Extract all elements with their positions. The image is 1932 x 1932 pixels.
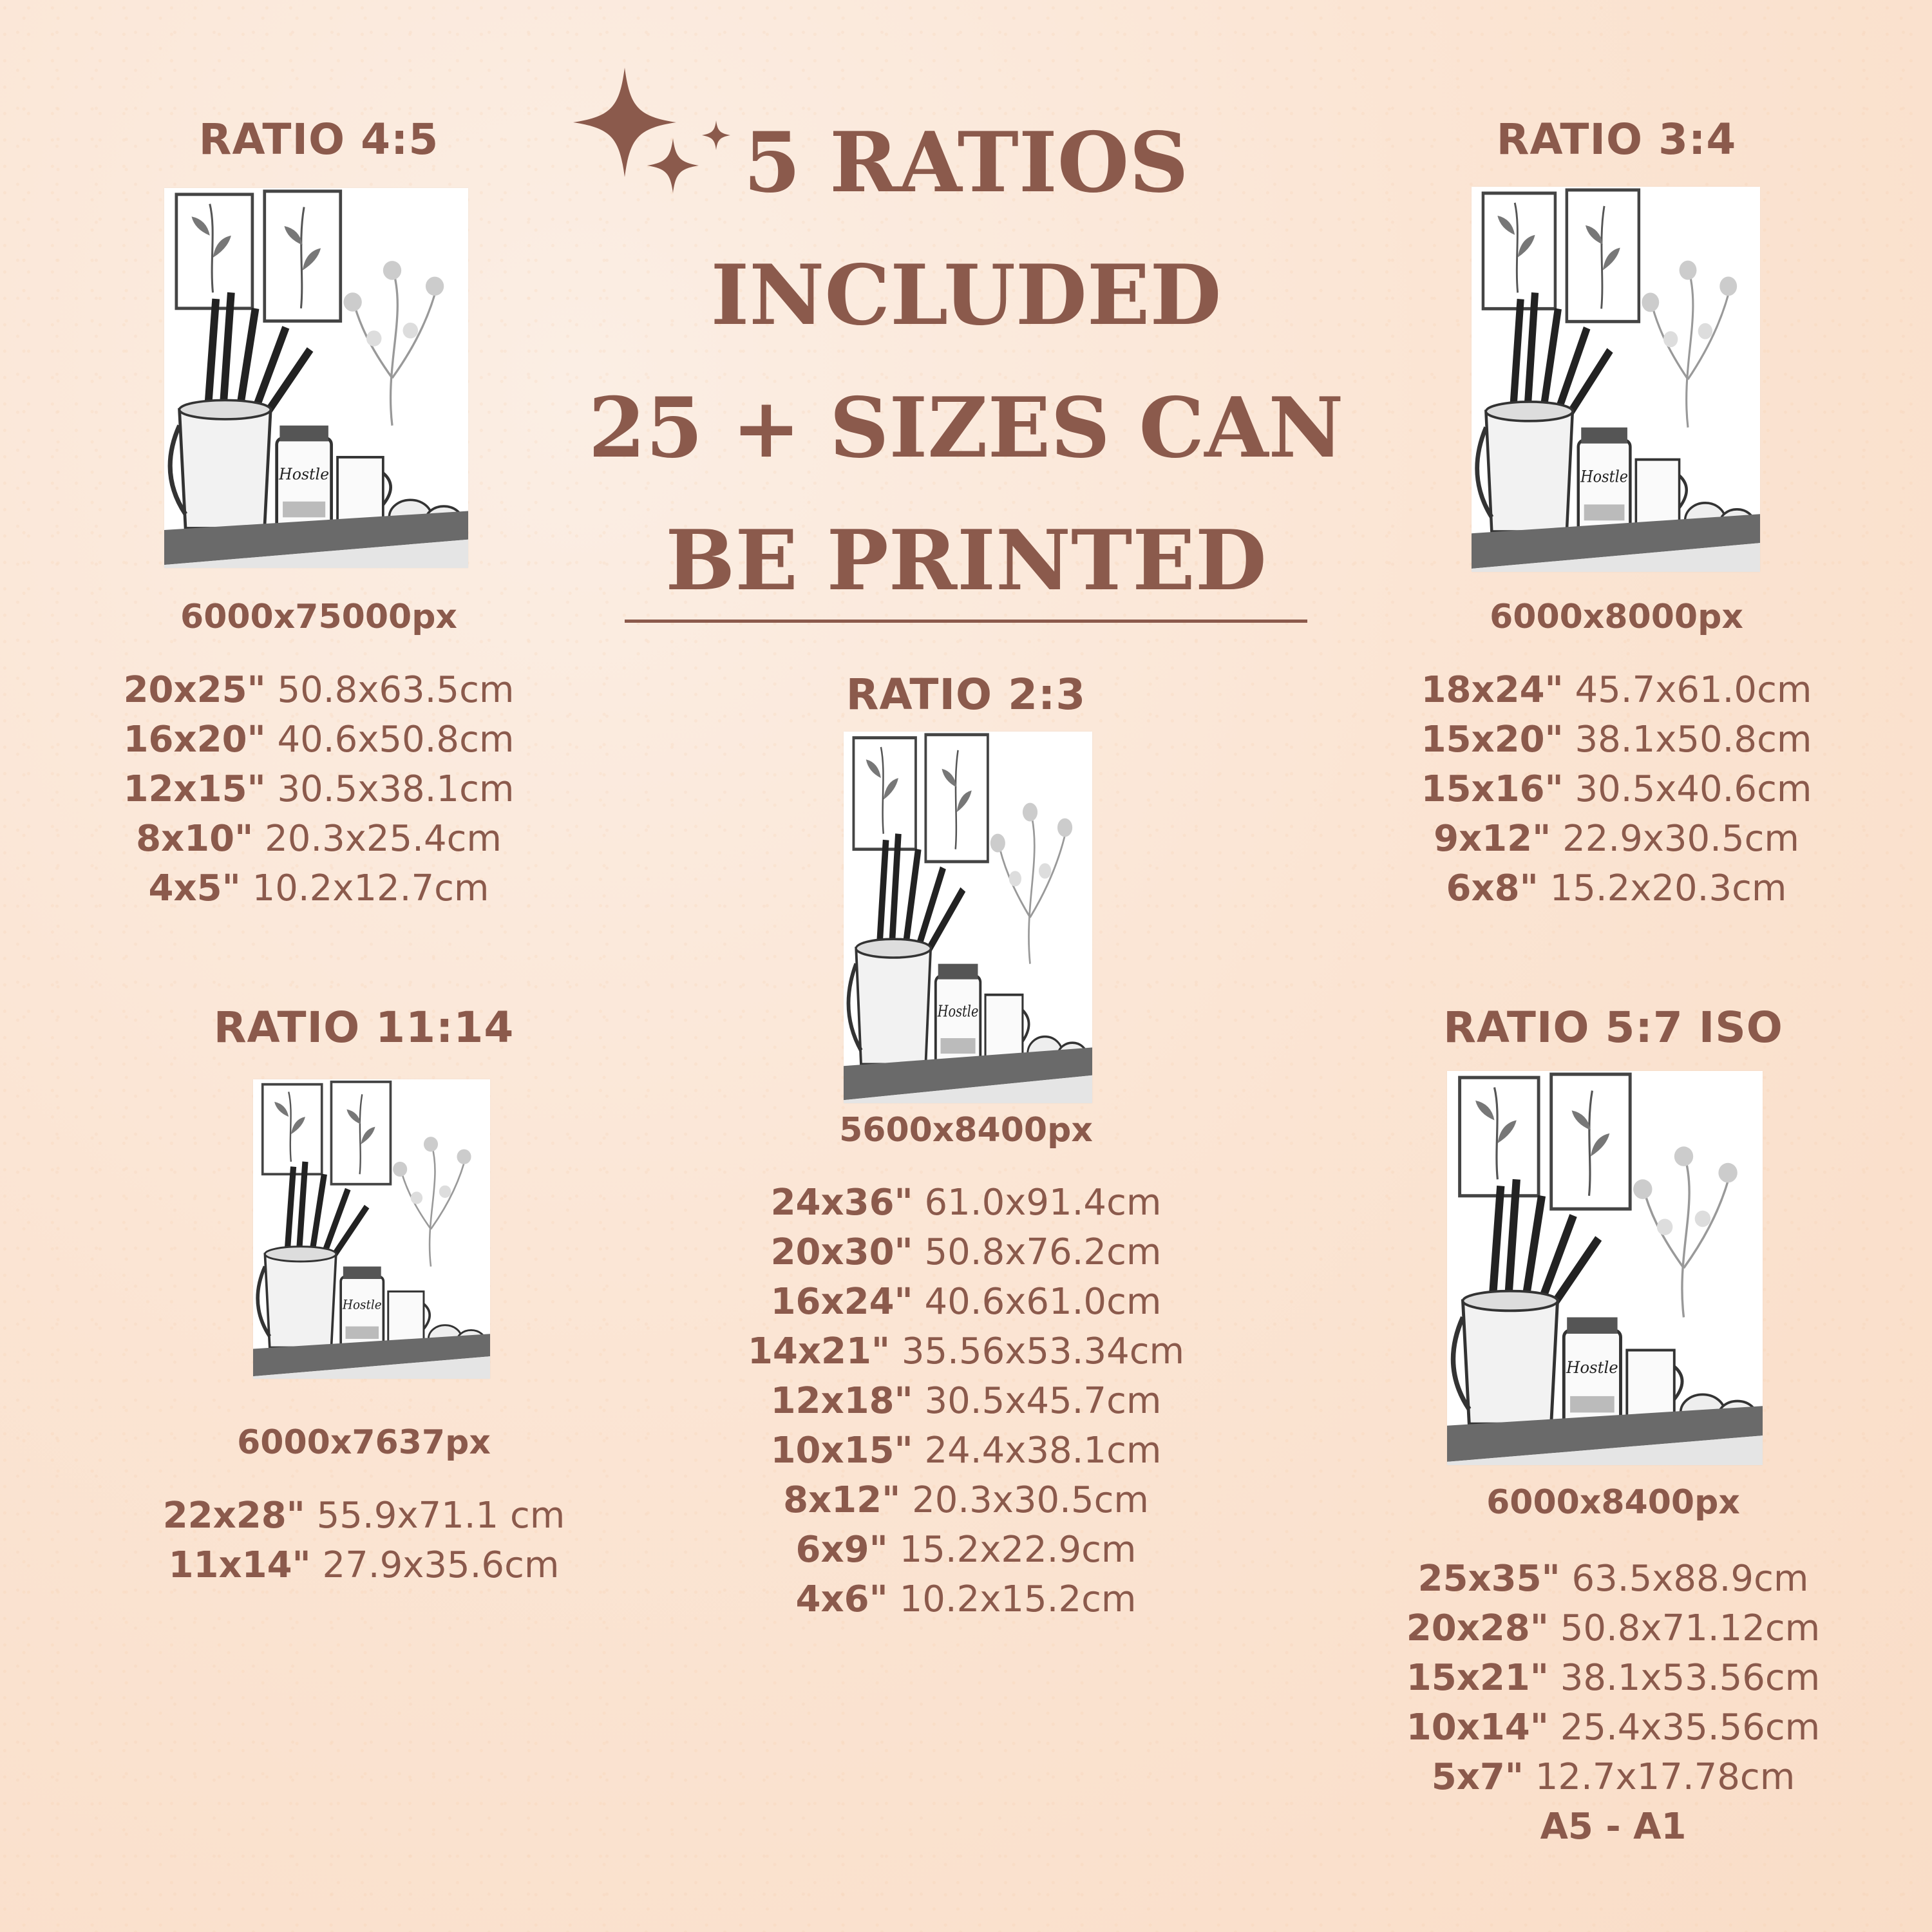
size-row: 25x35" 63.5x88.9cm	[1417, 1558, 1809, 1600]
headline-line-3: 25 + SIZES CAN	[588, 380, 1344, 477]
ratio-4-5-preview-image	[164, 188, 468, 568]
size-row: 4x5" 10.2x12.7cm	[148, 867, 489, 909]
size-row: 10x14" 25.4x35.56cm	[1406, 1707, 1821, 1748]
ratio-2-3-pixels: 5600x8400px	[839, 1111, 1093, 1150]
ratio-5-7-iso-pixels: 6000x8400px	[1486, 1483, 1740, 1522]
size-row: 11x14" 27.9x35.6cm	[168, 1544, 560, 1586]
headline-line-1: 5 RATIOS	[743, 115, 1189, 211]
ratio-11-14-size-list	[129, 1491, 599, 1590]
size-row: 6x9" 15.2x22.9cm	[795, 1529, 1137, 1571]
size-row: 9x12" 22.9x30.5cm	[1434, 818, 1799, 860]
headline-line-4: BE PRINTED	[665, 513, 1267, 609]
ratio-3-4-preview-image	[1472, 187, 1760, 572]
ratio-11-14-title: RATIO 11:14	[213, 1003, 515, 1052]
ratio-2-3-size-list	[721, 1178, 1211, 1624]
ratio-5-7-iso-preview-image	[1447, 1071, 1763, 1465]
size-row: 16x24" 40.6x61.0cm	[770, 1281, 1162, 1323]
ratio-4-5-size-list	[84, 665, 554, 913]
ratio-3-4-size-list	[1372, 665, 1861, 913]
ratio-5-7-iso-title: RATIO 5:7 ISO	[1443, 1003, 1783, 1052]
ratio-3-4-title: RATIO 3:4	[1496, 115, 1737, 164]
size-row: 8x10" 20.3x25.4cm	[136, 818, 502, 860]
size-row: 15x20" 38.1x50.8cm	[1421, 719, 1812, 761]
size-row: 20x30" 50.8x76.2cm	[770, 1231, 1162, 1273]
ratio-2-3-title: RATIO 2:3	[846, 670, 1086, 719]
ratio-11-14-pixels: 6000x7637px	[237, 1423, 491, 1462]
size-row: 20x25" 50.8x63.5cm	[123, 669, 515, 711]
ratio-3-4-pixels: 6000x8000px	[1490, 598, 1743, 636]
size-row: 24x36" 61.0x91.4cm	[770, 1182, 1162, 1224]
size-row: 22x28" 55.9x71.1 cm	[162, 1495, 565, 1537]
iso-note: A5 - A1	[1540, 1806, 1687, 1848]
ratio-5-7-iso-size-list	[1365, 1554, 1861, 1852]
size-row: 12x18" 30.5x45.7cm	[770, 1380, 1162, 1422]
size-row: 4x6" 10.2x15.2cm	[795, 1578, 1137, 1620]
size-row: 15x21" 38.1x53.56cm	[1406, 1657, 1821, 1699]
ratio-4-5-title: RATIO 4:5	[198, 115, 439, 164]
size-row: 12x15" 30.5x38.1cm	[123, 768, 515, 810]
size-row: 20x28" 50.8x71.12cm	[1406, 1607, 1821, 1649]
size-row: 18x24" 45.7x61.0cm	[1421, 669, 1812, 711]
headline	[580, 97, 1352, 627]
size-row: 8x12" 20.3x30.5cm	[783, 1479, 1149, 1521]
size-row: 16x20" 40.6x50.8cm	[123, 719, 515, 761]
ratio-2-3-preview-image	[844, 732, 1092, 1103]
size-row: 10x15" 24.4x38.1cm	[770, 1430, 1162, 1472]
headline-line-2: INCLUDED	[710, 247, 1222, 344]
size-row: 15x16" 30.5x40.6cm	[1421, 768, 1812, 810]
ratio-4-5-pixels: 6000x75000px	[180, 598, 457, 636]
headline-divider	[625, 620, 1307, 623]
ratio-11-14-preview-image	[253, 1079, 490, 1379]
size-row: 14x21" 35.56x53.34cm	[747, 1331, 1185, 1372]
size-row: 5x7" 12.7x17.78cm	[1431, 1756, 1795, 1798]
size-row: 6x8" 15.2x20.3cm	[1446, 867, 1787, 909]
